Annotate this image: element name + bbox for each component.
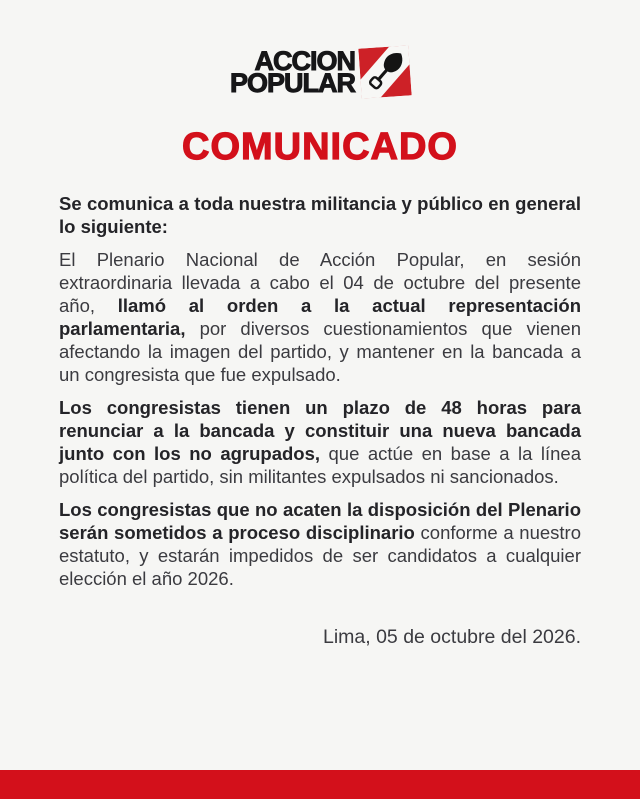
- body-paragraph: [59, 396, 581, 488]
- party-logo: [0, 44, 640, 100]
- page-title: COMUNICADO: [182, 126, 458, 168]
- footer-accent-bar: [0, 770, 640, 799]
- body: [59, 192, 581, 590]
- logo-line-accion: ACCION: [254, 46, 355, 76]
- paragraph-run: conforme a nuestro estatuto, y estarán impedidos de ser candidatos a cualquier elección el año 2026.: [59, 522, 582, 589]
- paragraph-bold-run: Los congresistas que no acaten la disposición del Plenario serán sometidos a proceso disciplinario: [59, 499, 581, 543]
- paragraph-run: por diversos cuestionamientos que vienen afectando la imagen del partido, y mantener en la bancada a un congresista que fue expulsado.: [59, 318, 581, 385]
- date-line: Lima, 05 de octubre del 2026.: [322, 626, 581, 648]
- body-paragraph: [59, 248, 581, 386]
- body-paragraph: [59, 498, 581, 590]
- paragraph-bold-run: llamó al orden a la actual representación parlamentaria,: [59, 295, 581, 339]
- logo-line-popular: POPULAR: [229, 68, 355, 98]
- paragraph-run: El Plenario Nacional de Acción Popular, en sesión extraordinaria llevada a cabo el 04 de octubre del presente año,: [59, 249, 581, 316]
- paragraph-bold-run: Se comunica a toda nuestra militancia y público en general lo siguiente:: [59, 193, 581, 237]
- party-logo-wordmark: [229, 46, 355, 98]
- body-paragraph: [59, 192, 581, 238]
- paragraph-bold-run: Los congresistas tienen un plazo de 48 horas para renunciar a la bancada y constituir una nueva bancada junto con los no agrupados,: [59, 397, 581, 464]
- paragraph-run: que actúe en base a la línea política del partido, sin militantes expulsados ni sancionados.: [59, 443, 581, 487]
- shovel-emblem-icon: [358, 45, 411, 98]
